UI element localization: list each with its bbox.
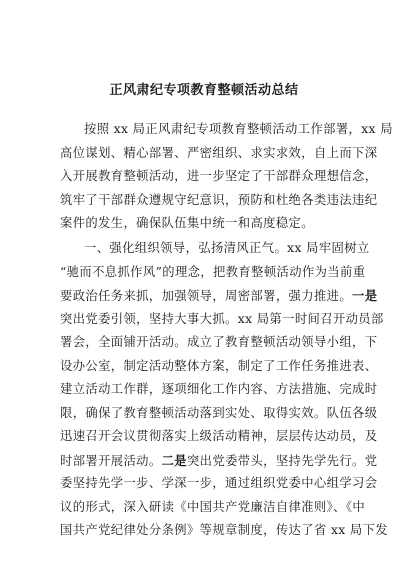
- emphasis-text: 二是: [161, 452, 187, 468]
- text-segment: 要政治任务来抓，加强领导，周密部署，强力推进。: [60, 289, 353, 303]
- text-line: [60, 425, 378, 449]
- text-line: [60, 237, 370, 261]
- text-line: 入开展教育整顿活动，进一步坚定了干部群众理想信念，: [60, 169, 378, 183]
- text-line: [60, 331, 378, 355]
- text-segment: 建立活动工作群，逐项细化工作内容、方法措施、完成时: [60, 382, 378, 396]
- text-segment: 突出党委引领，坚持大事大抓。xx 局第一时间召开动员部: [60, 311, 384, 326]
- paragraph-section-one: [60, 237, 389, 543]
- text-segment: 突出党委带头，坚持先学先行。党: [186, 453, 378, 468]
- text-line: 筑牢了干部群众遵规守纪意识，预防和杜绝各类违法违纪: [60, 192, 378, 207]
- text-line: [60, 378, 378, 402]
- text-segment: 设办公室，制定活动整体方案，制定了工作任务推进表、: [60, 358, 378, 373]
- text-line: [60, 472, 378, 496]
- text-line: [60, 519, 389, 543]
- text-line: [60, 308, 384, 332]
- text-line: [60, 284, 378, 308]
- text-line: [60, 355, 378, 379]
- text-line: [60, 449, 378, 473]
- text-line: [60, 402, 378, 426]
- text-line: 案件的发生，确保队伍集中统一和高度稳定。: [60, 216, 314, 230]
- text-line: 高位谋划、精心部署、严密组织、求实求效，自上而下深: [60, 145, 378, 160]
- paragraph-intro: [60, 118, 393, 236]
- text-segment: “驰而不息抓作风”的理念，把教育整顿活动作为当前重: [60, 264, 366, 279]
- text-segment: 署会，全面铺开活动。成立了教育整顿活动领导小组，下: [60, 335, 378, 349]
- text-segment: 议的形式，深入研读《中国共产党廉洁自律准则》、《中: [60, 499, 366, 514]
- text-segment: 时部署开展活动。: [60, 453, 162, 468]
- text-segment: 一、强化组织领导，弘扬清风正气。xx 局牢固树立: [84, 241, 370, 255]
- text-segment: 限，确保了教育整顿活动落到实处、取得实效。队伍各级: [60, 405, 378, 420]
- emphasis-text: 一是: [352, 288, 378, 303]
- text-line: [60, 496, 366, 520]
- text-line: [60, 261, 366, 285]
- text-line: 按照 xx 局正风肃纪专项教育整顿活动工作部署，xx 局: [84, 122, 393, 136]
- document-title: 正风肃纪专项教育整顿活动总结: [109, 83, 299, 98]
- text-segment: 国共产党纪律处分条例》等规章制度，传达了省 xx 局下发: [60, 523, 389, 537]
- text-segment: 迅速召开会议贯彻落实上级活动精神，层层传达动员，及: [60, 429, 378, 443]
- text-segment: 委坚持先学一步、学深一步，通过组织党委中心组学习会: [60, 476, 378, 490]
